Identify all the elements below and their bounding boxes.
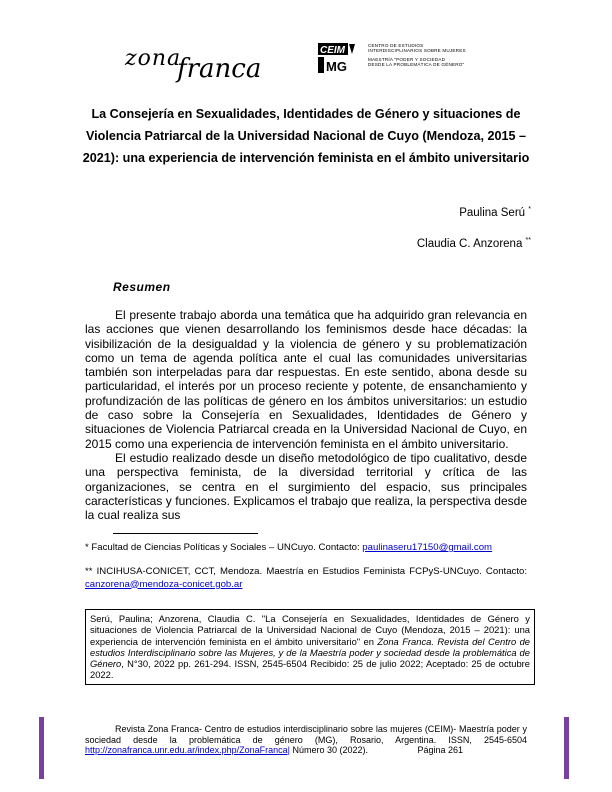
footer-text: Revista Zona Franca- Centro de estudios interdisciplinario sobre las mujeres (CEIM)- Maestría poder y sociedad desde la problemática de género (MG), Rosario, Argentina. ISSN, 2545-6504 [85, 724, 527, 745]
citation-box [85, 609, 535, 685]
email-link[interactable]: canzorena@mendoza-conicet.gob.ar [85, 578, 243, 590]
logo-word-zona: zona [125, 46, 182, 71]
left-accent-bar [39, 717, 44, 779]
abstract-paragraph: El estudio realizado desde un diseño metodológico de tipo cualitativo, desde una perspectiva feminista, de la diversidad territorial y crítica de las organizaciones, se centra en el surgimiento del espacio, sus principales características y funciones. Explicamos el trabajo que realiza, la perspectiva desde la cual realiza sus [85, 450, 527, 523]
footnote-1 [85, 542, 527, 554]
footnote-mark[interactable]: ** [525, 237, 531, 244]
ceim-line: DESDE LA PROBLEMÁTICA DE GÉNERO" [368, 62, 465, 68]
svg-text:MG: MG [326, 59, 347, 74]
zona-franca-logo [125, 40, 262, 84]
ceim-line: CENTRO DE ESTUDIOS [368, 43, 424, 48]
footnote-mark: * [85, 542, 89, 553]
footnote-2 [85, 566, 527, 591]
journal-link[interactable]: http://zonafranca.unr.edu.ar/index.php/ZonaFranca| [85, 745, 290, 755]
page-footer [85, 724, 527, 756]
abstract-paragraph: El presente trabajo aborda una temática que ha adquirido gran relevancia en las acciones que vienen desarrollando los feminismos desde hace décadas: la visibilización de la desigualdad y la violencia de género y su problematización como un tema de agenda política ante el cual las comunidades universitarias también son interpeladas para dar respuestas. En este sentido, abona desde su particularidad, el interés por un proceso reciente y potente, de ensanchamiento y profundización de las políticas de género en los ámbitos universitarios: un estudio de caso sobre la Consejería en Sexualidades, Identidades de Género y situaciones de Violencia Patriarcal creada en la Universidad Nacional de Cuyo, en 2015 como una experiencia de intervención feminista en el ámbito universitario. [85, 308, 527, 451]
email-link[interactable]: paulinaseru17150@gmail.com [362, 542, 493, 553]
ceim-mg-mark [318, 42, 362, 74]
citation-text: Serú, Paulina; Anzorena, Claudia C. "La Consejería en Sexualidades, Identidades de Género y situaciones de Violencia Patriarcal de la Universidad Nacional de Cuyo (Mendoza, 2015 – 2021): una experiencia de intervención feminista en el ámbito universitario" en [90, 613, 530, 647]
footnote-mark: ** [85, 566, 93, 577]
author-name: Claudia C. Anzorena [416, 237, 523, 250]
logo-word-franca: franca [177, 54, 262, 84]
svg-text:CEIM: CEIM [320, 45, 345, 56]
author-name: Paulina Serú [459, 206, 526, 219]
author-1 [459, 206, 531, 219]
page-number: Página 261 [417, 745, 464, 755]
footnote-separator [113, 533, 258, 534]
ceim-logo [318, 42, 488, 76]
footnote-mark[interactable]: * [528, 206, 531, 213]
right-accent-bar [564, 717, 569, 779]
ceim-logo-text [368, 43, 466, 68]
footnote-text: Facultad de Ciencias Políticas y Sociales – UNCuyo. Contacto: [91, 542, 363, 553]
footnote-text: INCIHUSA-CONICET, CCT, Mendoza. Maestría en Estudios Feminista FCPyS-UNCuyo. Contacto: [96, 566, 527, 577]
section-heading: Resumen [113, 280, 171, 294]
author-2 [417, 237, 531, 250]
abstract-body [85, 308, 527, 522]
ceim-line: MAESTRÍA "PODER Y SOCIEDAD [368, 56, 446, 62]
ceim-line: INTERDISCIPLINARIOS SOBRE MUJERES [368, 48, 466, 54]
citation-text: , N°30, 2022 pp. 261-294. ISSN, 2545-6504 Recibido: 25 de julio 2022; Aceptado: 25 de octubre 2022. [90, 658, 530, 681]
citation-journal: Zona Franca. Revista del Centro de estudios Interdisciplinario sobre las Mujeres, y de la Maestría poder y sociedad desde la problemática de Género [90, 635, 531, 670]
issue-number: Número 30 (2022). [289, 745, 369, 755]
article-title: La Consejería en Sexualidades, Identidades de Género y situaciones de Violencia Patriarcal de la Universidad Nacional de Cuyo (Mendoza, 2015 – 2021): una experiencia de intervención feminista en el ámbito universitario [82, 107, 530, 165]
